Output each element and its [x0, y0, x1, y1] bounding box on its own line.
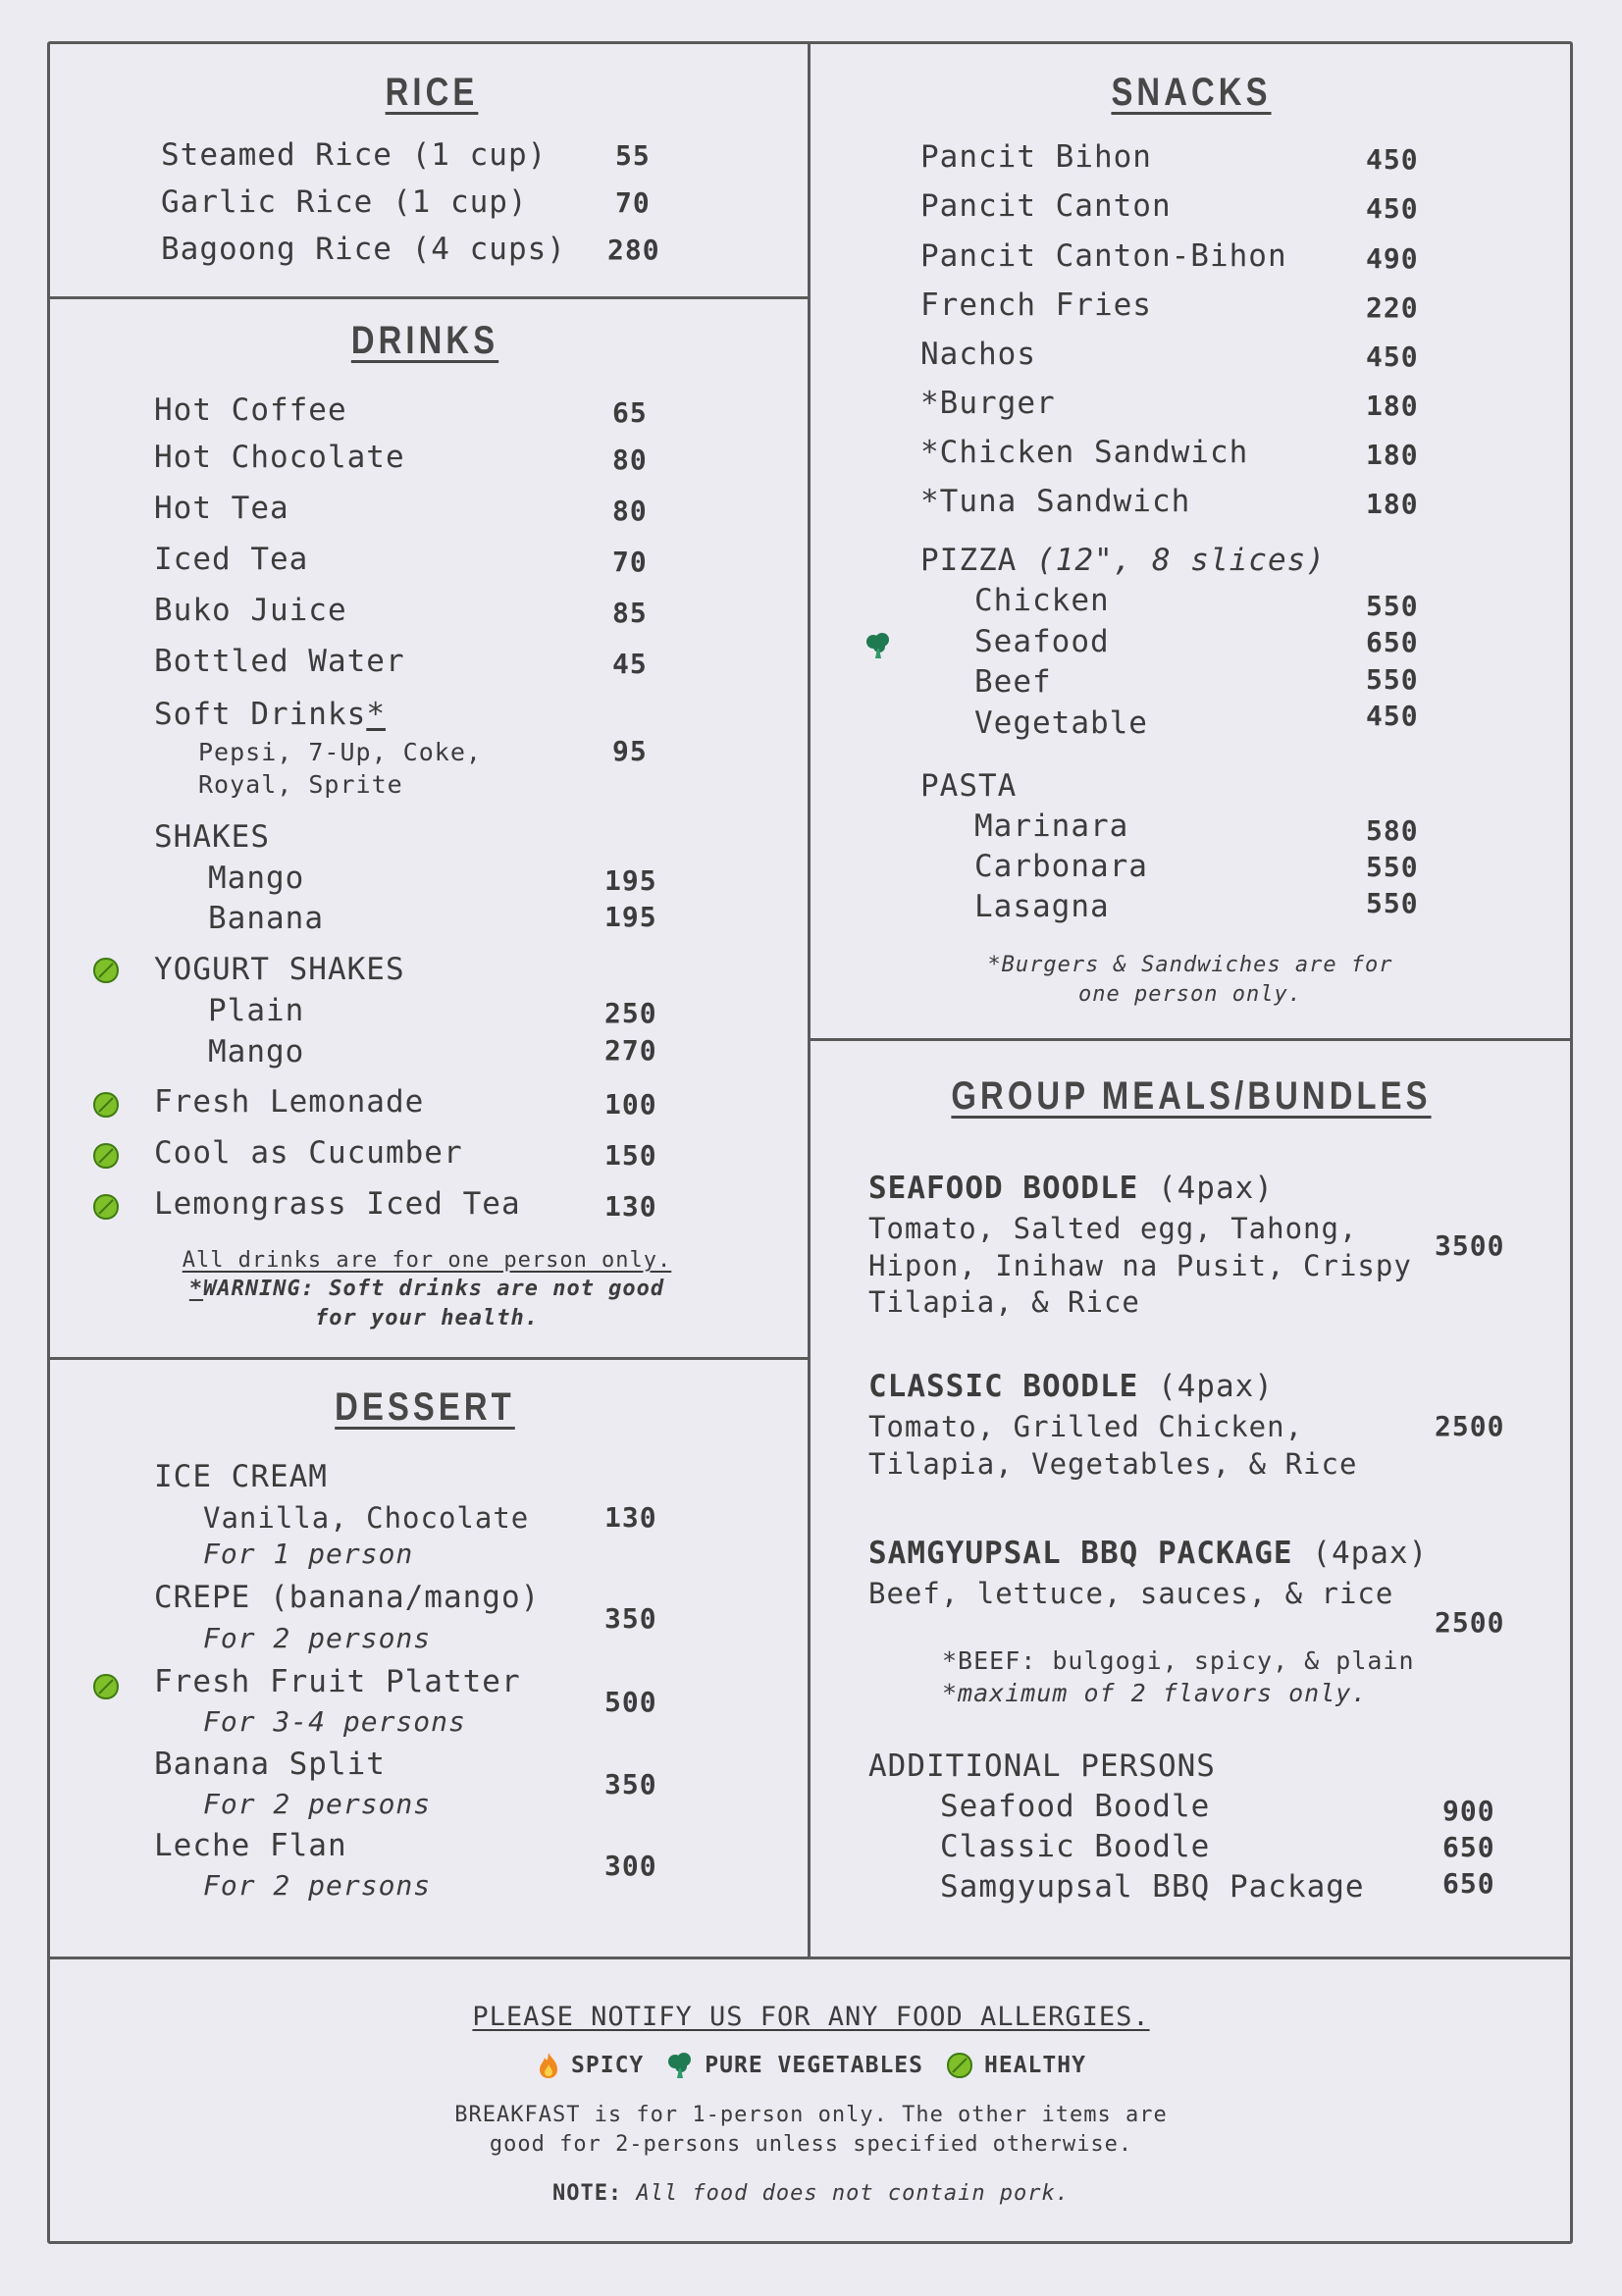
bundle-pax: (4pax): [1157, 1171, 1274, 1206]
yogurt-item-name: Mango: [208, 1034, 305, 1070]
dessert-price: 130: [604, 1501, 657, 1534]
yogurt-shakes-label: YOGURT SHAKES: [154, 952, 405, 987]
snack-item-name: French Fries: [920, 287, 1152, 323]
drink-item-price: 150: [604, 1139, 657, 1172]
vegetable-icon: [665, 2051, 695, 2080]
footer-info: BREAKFAST is for 1-person only. The other items are: [454, 2103, 1168, 2127]
drink-item-price: 80: [612, 495, 648, 527]
drinks-warning-text: WARNING: Soft drinks are not good: [203, 1277, 665, 1301]
snack-item-price: 180: [1366, 439, 1419, 471]
bundle-note: *BEEF: bulgogi, spicy, & plain: [942, 1646, 1415, 1675]
snack-item-name: *Tuna Sandwich: [920, 484, 1191, 519]
drink-item-name: Bottled Water: [154, 644, 405, 679]
drinks-warning-star: *: [188, 1277, 204, 1301]
divider-rice-drinks: [47, 296, 811, 299]
shakes-label: SHAKES: [154, 819, 270, 855]
bundle-pax: (4pax): [1157, 1369, 1274, 1404]
pizza-item-name: Beef: [974, 664, 1052, 700]
drink-item-name: Hot Coffee: [154, 392, 347, 428]
rice-item-name: Garlic Rice (1 cup): [161, 184, 528, 220]
healthy-icon: [91, 1090, 121, 1120]
rice-item-name: Bagoong Rice (4 cups): [161, 232, 566, 267]
snack-item-price: 490: [1366, 242, 1419, 275]
dessert-serving: For 2 persons: [203, 1869, 432, 1902]
snack-item-price: 180: [1366, 390, 1419, 422]
soft-drinks-star: *: [366, 697, 386, 732]
yogurt-item-price: 270: [604, 1034, 657, 1067]
dessert-item-name: Fresh Fruit Platter: [154, 1664, 521, 1699]
bundle-contents: Hipon, Inihaw na Pusit, Crispy: [868, 1249, 1412, 1282]
pasta-item-name: Marinara: [974, 809, 1129, 844]
snack-item-name: Pancit Canton: [920, 188, 1172, 224]
dessert-serving: For 2 persons: [203, 1622, 432, 1654]
dessert-serving: For 3-4 persons: [203, 1705, 466, 1738]
footer-note-text: All food does not contain pork.: [636, 2181, 1071, 2206]
pizza-item-price: 550: [1366, 590, 1419, 622]
drink-item-price: 130: [604, 1190, 657, 1223]
legend-healthy-label: HEALTHY: [984, 2053, 1086, 2078]
samgyupsal-title: [868, 1536, 1428, 1571]
yogurt-item-price: 250: [604, 997, 657, 1029]
snack-item-price: 450: [1366, 340, 1419, 373]
healthy-icon: [945, 2051, 974, 2080]
additional-item-price: 900: [1442, 1795, 1495, 1827]
drinks-note: All drinks are for one person only.: [182, 1248, 672, 1273]
spicy-icon: [536, 2051, 561, 2080]
pizza-item-price: 650: [1366, 626, 1419, 658]
bundle-contents: Tilapia, Vegetables, & Rice: [868, 1447, 1358, 1481]
snack-item-price: 180: [1366, 488, 1419, 520]
pasta-item-price: 580: [1366, 814, 1419, 847]
classic-boodle-title: [868, 1369, 1274, 1404]
snack-item-name: Nachos: [920, 337, 1036, 372]
ice-cream-flavors: Vanilla, Chocolate: [203, 1501, 530, 1535]
pizza-size: (12", 8 slices): [1036, 543, 1326, 578]
divider-footer: [47, 1957, 1573, 1959]
drinks-warning: for your health.: [315, 1306, 539, 1331]
healthy-icon: [91, 1672, 121, 1701]
shake-item-price: 195: [604, 901, 657, 933]
rice-item-price: 70: [615, 186, 651, 219]
legend-healthy: [945, 2051, 1086, 2080]
legend-spicy: [536, 2051, 644, 2080]
yogurt-item-name: Plain: [208, 993, 305, 1028]
drink-item-price: 100: [604, 1088, 657, 1121]
bundle-contents: Tomato, Salted egg, Tahong,: [868, 1212, 1358, 1245]
footer-info: good for 2-persons unless specified otherwise.: [489, 2132, 1133, 2157]
additional-item-price: 650: [1442, 1831, 1495, 1863]
bundle-price: 2500: [1435, 1410, 1505, 1442]
snacks-note: *Burgers & Sandwiches are for: [987, 953, 1393, 977]
bundle-contents: Tilapia, & Rice: [868, 1285, 1140, 1319]
soft-drinks-name: [154, 697, 386, 732]
ice-cream-label: ICE CREAM: [154, 1459, 328, 1494]
snack-item-name: *Chicken Sandwich: [920, 435, 1249, 470]
bundle-name: SAMGYUPSAL BBQ PACKAGE: [868, 1536, 1293, 1571]
legend-spicy-label: SPICY: [571, 2053, 645, 2078]
soft-drinks-price: 95: [612, 735, 648, 767]
legend-veg: [665, 2051, 923, 2080]
pasta-item-name: Carbonara: [974, 849, 1148, 884]
dessert-item-name: Leche Flan: [154, 1828, 347, 1863]
bundle-price: 2500: [1435, 1606, 1505, 1639]
pizza-item-name: Vegetable: [974, 705, 1148, 741]
additional-item-name: Classic Boodle: [940, 1829, 1211, 1864]
drink-item-name: Hot Chocolate: [154, 440, 405, 475]
allergy-notice: PLEASE NOTIFY US FOR ANY FOOD ALLERGIES.: [472, 2002, 1150, 2032]
healthy-icon: [91, 1141, 121, 1171]
snacks-heading: SNACKS: [1111, 71, 1272, 114]
drink-item-price: 80: [612, 444, 648, 476]
dessert-serving: For 1 person: [203, 1538, 414, 1570]
additional-item-name: Samgyupsal BBQ Package: [940, 1869, 1365, 1905]
divider-snacks-group: [808, 1038, 1573, 1041]
soft-drinks-brands: Royal, Sprite: [198, 770, 403, 799]
drink-item-name: Cool as Cucumber: [154, 1135, 463, 1171]
drink-item-name: Hot Tea: [154, 491, 289, 526]
dessert-price: 300: [604, 1850, 657, 1882]
pizza-item-name: Chicken: [974, 583, 1110, 618]
dessert-price: 350: [604, 1602, 657, 1635]
soft-drinks-brands: Pepsi, 7-Up, Coke,: [198, 738, 482, 766]
rice-heading: RICE: [385, 71, 479, 114]
rice-item-price: 55: [615, 139, 651, 172]
dessert-item-name: CREPE (banana/mango): [154, 1580, 541, 1615]
shake-item-name: Mango: [208, 861, 305, 896]
footer-note-label: NOTE:: [551, 2181, 623, 2206]
pizza-item-name: Seafood: [974, 624, 1110, 659]
footer-note: [294, 2181, 1328, 2206]
seafood-boodle-title: [868, 1171, 1274, 1206]
bundle-pax: (4pax): [1312, 1536, 1429, 1571]
group-meals-heading: GROUP MEALS/BUNDLES: [951, 1074, 1432, 1118]
rice-item-price: 280: [607, 234, 660, 266]
bundle-price: 3500: [1435, 1229, 1505, 1262]
additional-item-name: Seafood Boodle: [940, 1789, 1211, 1824]
pizza-label: [920, 543, 1326, 578]
bundle-name: CLASSIC BOODLE: [868, 1369, 1139, 1404]
snack-item-price: 450: [1366, 192, 1419, 225]
drink-item-name: Lemongrass Iced Tea: [154, 1186, 521, 1222]
drink-item-price: 45: [612, 648, 648, 680]
soft-drinks-label: Soft Drinks: [154, 697, 367, 732]
dessert-price: 350: [604, 1768, 657, 1800]
divider-drinks-dessert: [47, 1357, 811, 1360]
bundle-name: SEAFOOD BOODLE: [868, 1171, 1139, 1206]
snack-item-name: *Burger: [920, 386, 1056, 421]
snacks-note: one person only.: [1078, 982, 1302, 1007]
drinks-warning: [78, 1277, 775, 1301]
additional-item-price: 650: [1442, 1867, 1495, 1900]
column-divider: [808, 41, 811, 1959]
bundle-contents: Tomato, Grilled Chicken,: [868, 1410, 1304, 1443]
legend: [491, 2051, 1131, 2080]
drink-item-price: 85: [612, 597, 648, 629]
drinks-heading: DRINKS: [350, 319, 499, 362]
drink-item-price: 65: [612, 396, 648, 429]
dessert-item-name: Banana Split: [154, 1747, 386, 1782]
pasta-item-price: 550: [1366, 851, 1419, 883]
dessert-serving: For 2 persons: [203, 1788, 432, 1820]
shake-item-price: 195: [604, 864, 657, 897]
pasta-label: PASTA: [920, 768, 1018, 804]
bundle-note: *maximum of 2 flavors only.: [942, 1679, 1368, 1707]
drink-item-name: Iced Tea: [154, 542, 309, 577]
pizza-item-price: 550: [1366, 663, 1419, 696]
vegetable-icon: [863, 631, 893, 660]
healthy-icon: [91, 1192, 121, 1222]
drink-item-price: 70: [612, 546, 648, 578]
rice-item-name: Steamed Rice (1 cup): [161, 137, 548, 173]
dessert-price: 500: [604, 1686, 657, 1718]
pizza-item-price: 450: [1366, 700, 1419, 732]
healthy-icon: [91, 956, 121, 985]
drink-item-name: Buko Juice: [154, 593, 347, 628]
shake-item-name: Banana: [208, 901, 324, 936]
pizza-title: PIZZA: [920, 543, 1018, 578]
bundle-contents: Beef, lettuce, sauces, & rice: [868, 1577, 1394, 1610]
legend-veg-label: PURE VEGETABLES: [705, 2053, 924, 2078]
snack-item-price: 220: [1366, 291, 1419, 324]
dessert-heading: DESSERT: [335, 1385, 515, 1429]
pasta-item-price: 550: [1366, 887, 1419, 919]
snack-item-name: Pancit Canton-Bihon: [920, 238, 1287, 274]
additional-persons-label: ADDITIONAL PERSONS: [868, 1748, 1216, 1784]
snack-item-price: 450: [1366, 143, 1419, 176]
drink-item-name: Fresh Lemonade: [154, 1084, 425, 1120]
pasta-item-name: Lasagna: [974, 889, 1110, 924]
snack-item-name: Pancit Bihon: [920, 139, 1152, 175]
